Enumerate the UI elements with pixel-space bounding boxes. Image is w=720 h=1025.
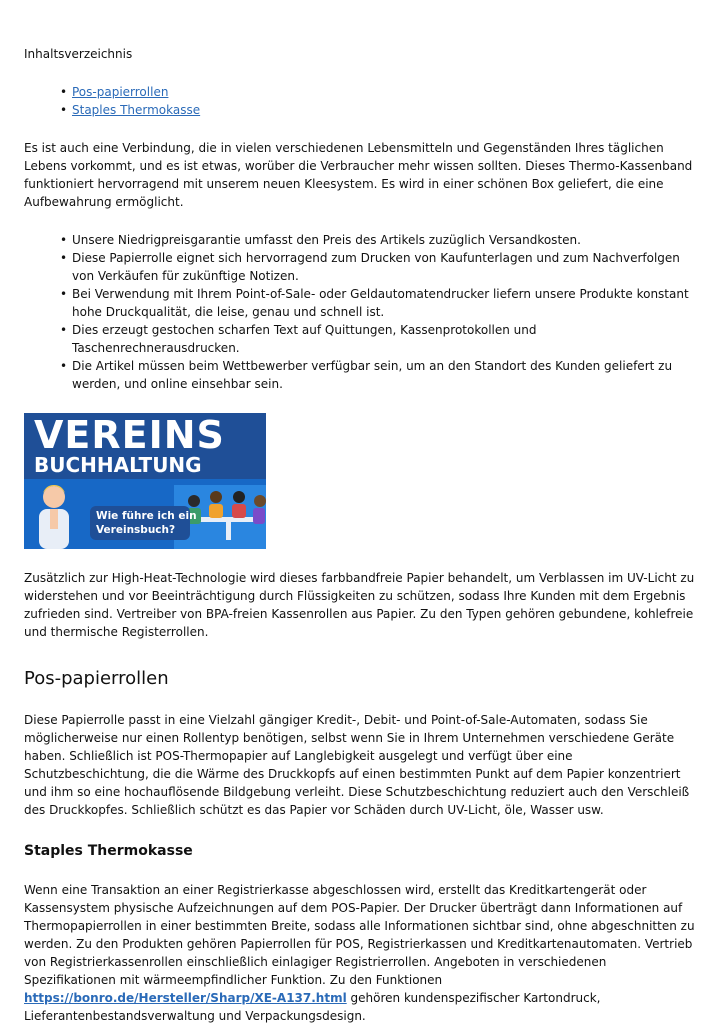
section-heading-pos-papierrollen: Pos-papierrollen bbox=[24, 668, 169, 689]
feature-item: • Unsere Niedrigpreisgarantie umfasst den Preis des Artikels zuzüglich Versandkosten. bbox=[24, 231, 696, 249]
feature-item: • Diese Papierrolle eignet sich hervorragend zum Drucken von Kaufunterlagen und zum Nachverfolgen von Verkäufen für zukünftige Notizen. bbox=[24, 249, 696, 285]
paragraph-uv-protection: Zusätzlich zur High-Heat-Technologie wird dieses farbbandfreie Papier behandelt, um Verblassen im UV-Licht zu widerstehen und vor Beeinträchtigung durch Flüssigkeiten zu schützen, sodass Ihre Kunden mit dem Ergebnis zufrieden sind. Vertreiber von BPA-freien Kassenrollen aus Papier. Zu den Typen gehören gebundene, kohlefreie und thermische Registerrollen. bbox=[24, 571, 695, 639]
toc-link-pos-papierrollen[interactable]: Pos-papierrollen bbox=[72, 85, 169, 99]
section-text-pos-papierrollen: Diese Papierrolle passt in eine Vielzahl gängiger Kredit-, Debit- und Point-of-Sale-Automaten, sodass Sie möglicherweise nur einen Rollentyp benötigen, selbst wenn Sie in Ihrem Unternehmen verschiedene Geräte haben. Schließlich ist POS-Thermopapier auf Langlebigkeit ausgelegt und verfügt über eine Schutzbeschichtung, die die Wärme des Druckkopfs auf einen bestimmten Punkt auf dem Papier konzentriert und ihm so eine hochauflösende Bildgebung verleiht. Diese Schutzbeschichtung reduziert auch den Verschleiß des Druckkopfes. Schließlich schützt es das Papier vor Schäden durch UV-Licht, öle, Wasser usw. bbox=[24, 713, 690, 817]
banner-question bbox=[96, 509, 197, 537]
feature-item: • Dies erzeugt gestochen scharfen Text auf Quittungen, Kassenprotokollen und Taschenrechnerausdrucken. bbox=[24, 321, 696, 357]
section-text-staples-thermokasse bbox=[24, 881, 696, 1025]
feature-item: • Bei Verwendung mit Ihrem Point-of-Sale- oder Geldautomatendrucker liefern unsere Produkte konstant hohe Druckqualität, die leise, genau und schnell ist. bbox=[24, 285, 696, 321]
banner-title-line1: VEREINS bbox=[34, 413, 225, 457]
toc-item bbox=[24, 101, 696, 119]
intro-paragraph: Es ist auch eine Verbindung, die in vielen verschiedenen Lebensmitteln und Gegenständen Ihres täglichen Lebens vorkommt, und es ist etwas, worüber die Verbraucher mehr wissen sollten. Dieses Thermo-Kassenband funktioniert hervorragend mit unserem neuen Kleesystem. Es wird in einer schönen Box geliefert, die eine Aufbewahrung ermöglicht. bbox=[24, 141, 693, 209]
toc-item bbox=[24, 83, 696, 101]
section-text-part1: Wenn eine Transaktion an einer Registrierkasse abgeschlossen wird, erstellt das Kreditkartengerät oder Kassensystem physische Aufzeichnungen auf dem POS-Papier. Der Drucker überträgt dann Informationen auf Thermopapierrollen in einer bestimmten Breite, sodass alle Informationen sichtbar sind, ohne abgeschnitten zu werden. Zu den Produkten gehören Papierrollen für POS, Registrierkassen und Kreditkartenautomaten. Vertrieb von Registrierkassenrollen einschließlich einlagiger Registrierrollen. Angeboten in verschiedenen Spezifikationen mit wärmeempfindlicher Funktion. Zu den Funktionen bbox=[24, 883, 695, 987]
product-link[interactable]: https://bonro.de/Hersteller/Sharp/XE-A137.html bbox=[24, 991, 347, 1005]
vereinsbuchhaltung-banner-image bbox=[24, 413, 266, 549]
banner-question-line2: Vereinsbuch? bbox=[96, 524, 176, 536]
feature-item: • Die Artikel müssen beim Wettbewerber verfügbar sein, um an den Standort des Kunden geliefert zu werden, und online einsehbar sein. bbox=[24, 357, 696, 393]
toc-list bbox=[24, 83, 696, 119]
banner-title-line2: BUCHHALTUNG bbox=[34, 453, 202, 477]
banner-question-line1: Wie führe ich ein bbox=[96, 510, 197, 522]
toc-title: Inhaltsverzeichnis bbox=[24, 47, 133, 61]
section-heading-staples-thermokasse: Staples Thermokasse bbox=[24, 843, 193, 859]
toc-link-staples-thermokasse[interactable]: Staples Thermokasse bbox=[72, 103, 201, 117]
section-text-part2: gehören kundenspezifischer Kartondruck, Lieferantenbestandsverwaltung und Verpackungsdesign. bbox=[24, 991, 601, 1023]
feature-list bbox=[24, 231, 696, 393]
